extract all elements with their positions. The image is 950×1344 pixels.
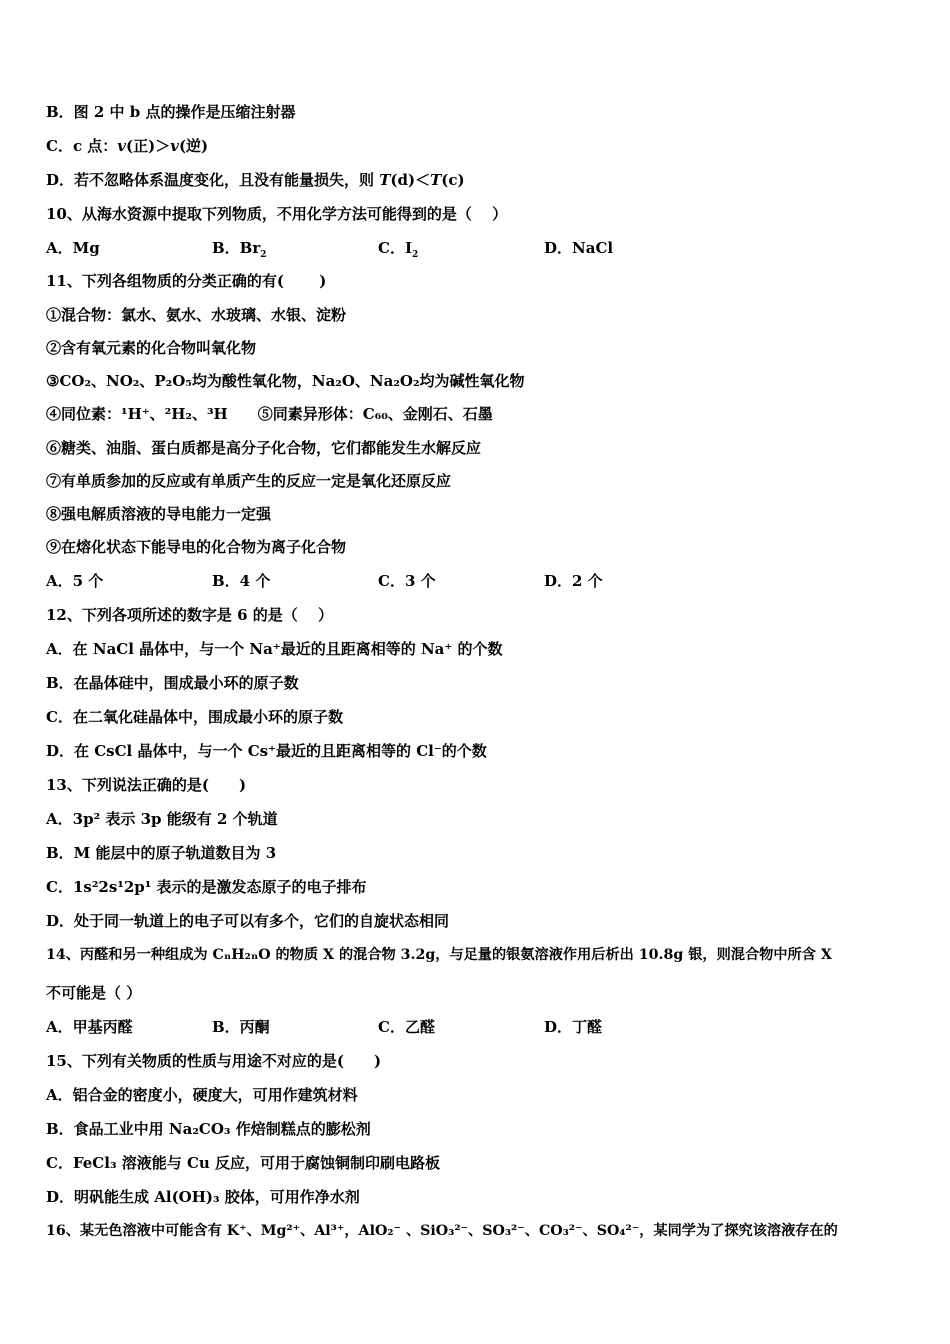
q10-stem: 10、从海水资源中提取下列物质，不用化学方法可能得到的是（ ） [46, 205, 508, 223]
q9-option-c: C．c 点：v(正)＞v(逆) [46, 137, 209, 155]
q10-option-b: B．$Br_2$ [212, 239, 267, 260]
q14-option-a: A．甲基丙醛 [46, 1018, 133, 1036]
q10-option-d: D．NaCl [544, 239, 614, 257]
q10-option-a: A．Mg [46, 239, 100, 257]
q13-option-d: D．处于同一轨道上的电子可以有多个，它们的自旋状态相同 [46, 912, 450, 930]
q12-option-c: C．在二氧化硅晶体中，围成最小环的原子数 [46, 708, 343, 726]
q14-option-c: C．乙醛 [378, 1018, 435, 1036]
q14-stem-line2: 不可能是（ ） [46, 984, 142, 1002]
q13-option-b: B．M 能层中的原子轨道数目为 3 [46, 844, 277, 862]
q11-statement-8: ⑧强电解质溶液的导电能力一定强 [46, 505, 272, 523]
q11-option-a: A．5 个 [46, 572, 104, 590]
q15-option-b: B．食品工业中用 Na₂CO₃ 作焙制糕点的膨松剂 [46, 1120, 371, 1138]
q13-option-a: A．3p² 表示 3p 能级有 2 个轨道 [46, 810, 278, 828]
q11-statement-9: ⑨在熔化状态下能导电的化合物为离子化合物 [46, 538, 347, 556]
q14-options [46, 1017, 602, 1037]
q11-statement-3: ③CO₂、NO₂、P₂O₅均为酸性氧化物，Na₂O、Na₂O₂均为碱性氧化物 [46, 372, 525, 390]
q15-option-d: D．明矾能生成 Al(OH)₃ 胶体，可用作净水剂 [46, 1188, 360, 1206]
q11-statement-6: ⑥糖类、油脂、蛋白质都是高分子化合物，它们都能发生水解反应 [46, 439, 482, 457]
q9-option-b: B．图 2 中 b 点的操作是压缩注射器 [46, 103, 296, 121]
q11-option-c: C．3 个 [378, 572, 436, 590]
q11-option-b: B．4 个 [212, 572, 271, 590]
q11-option-d: D．2 个 [544, 572, 603, 590]
q11-statement-7: ⑦有单质参加的反应或有单质产生的反应一定是氧化还原反应 [46, 472, 452, 490]
q11-statement-4-5: ④同位素：¹H⁺、²H₂、³H ⑤同素异形体：C₆₀、金刚石、石墨 [46, 405, 493, 423]
q15-option-a: A．铝合金的密度小，硬度大，可用作建筑材料 [46, 1086, 358, 1104]
q14-stem-line1: 14、丙醛和另一种组成为 CₙH₂ₙO 的物质 X 的混合物 3.2g，与足量的银氨溶液作用后析出 10.8g 银，则混合物中所含 X [46, 947, 832, 963]
q13-stem: 13、下列说法正确的是( ) [46, 776, 247, 794]
q14-option-d: D．丁醛 [544, 1018, 603, 1036]
q12-option-a: A．在 NaCl 晶体中，与一个 Na⁺最近的且距离相等的 Na⁺ 的个数 [46, 640, 503, 658]
q13-option-c: C．1s²2s¹2p¹ 表示的是激发态原子的电子排布 [46, 878, 367, 896]
q11-statement-1: ①混合物：氯水、氨水、水玻璃、水银、淀粉 [46, 306, 347, 324]
q9-option-d: D．若不忽略体系温度变化，且没有能量损失，则 T(d)＜T(c) [46, 171, 465, 189]
q14-option-b: B．丙酮 [212, 1018, 270, 1036]
q15-option-c: C．FeCl₃ 溶液能与 Cu 反应，可用于腐蚀铜制印刷电路板 [46, 1154, 441, 1172]
q11-options [46, 571, 603, 591]
q16-stem: 16、某无色溶液中可能含有 K⁺、Mg²⁺、Al³⁺，AlO₂⁻ 、SiO₃²⁻、SO₃²⁻、CO₃²⁻、SO₄²⁻，某同学为了探究该溶液存在的 [46, 1223, 838, 1239]
q12-option-d: D．在 CsCl 晶体中，与一个 Cs⁺最近的且距离相等的 Cl⁻的个数 [46, 742, 487, 760]
q12-stem: 12、下列各项所述的数字是 6 的是（ ） [46, 606, 333, 624]
q11-stem: 11、下列各组物质的分类正确的有( ) [46, 272, 327, 290]
q10-options [46, 238, 613, 258]
q15-stem: 15、下列有关物质的性质与用途不对应的是( ) [46, 1052, 382, 1070]
q11-statement-2: ②含有氧元素的化合物叫氧化物 [46, 339, 257, 357]
q10-option-c: C．$I_2$ [378, 239, 419, 260]
q12-option-b: B．在晶体硅中，围成最小环的原子数 [46, 674, 299, 692]
